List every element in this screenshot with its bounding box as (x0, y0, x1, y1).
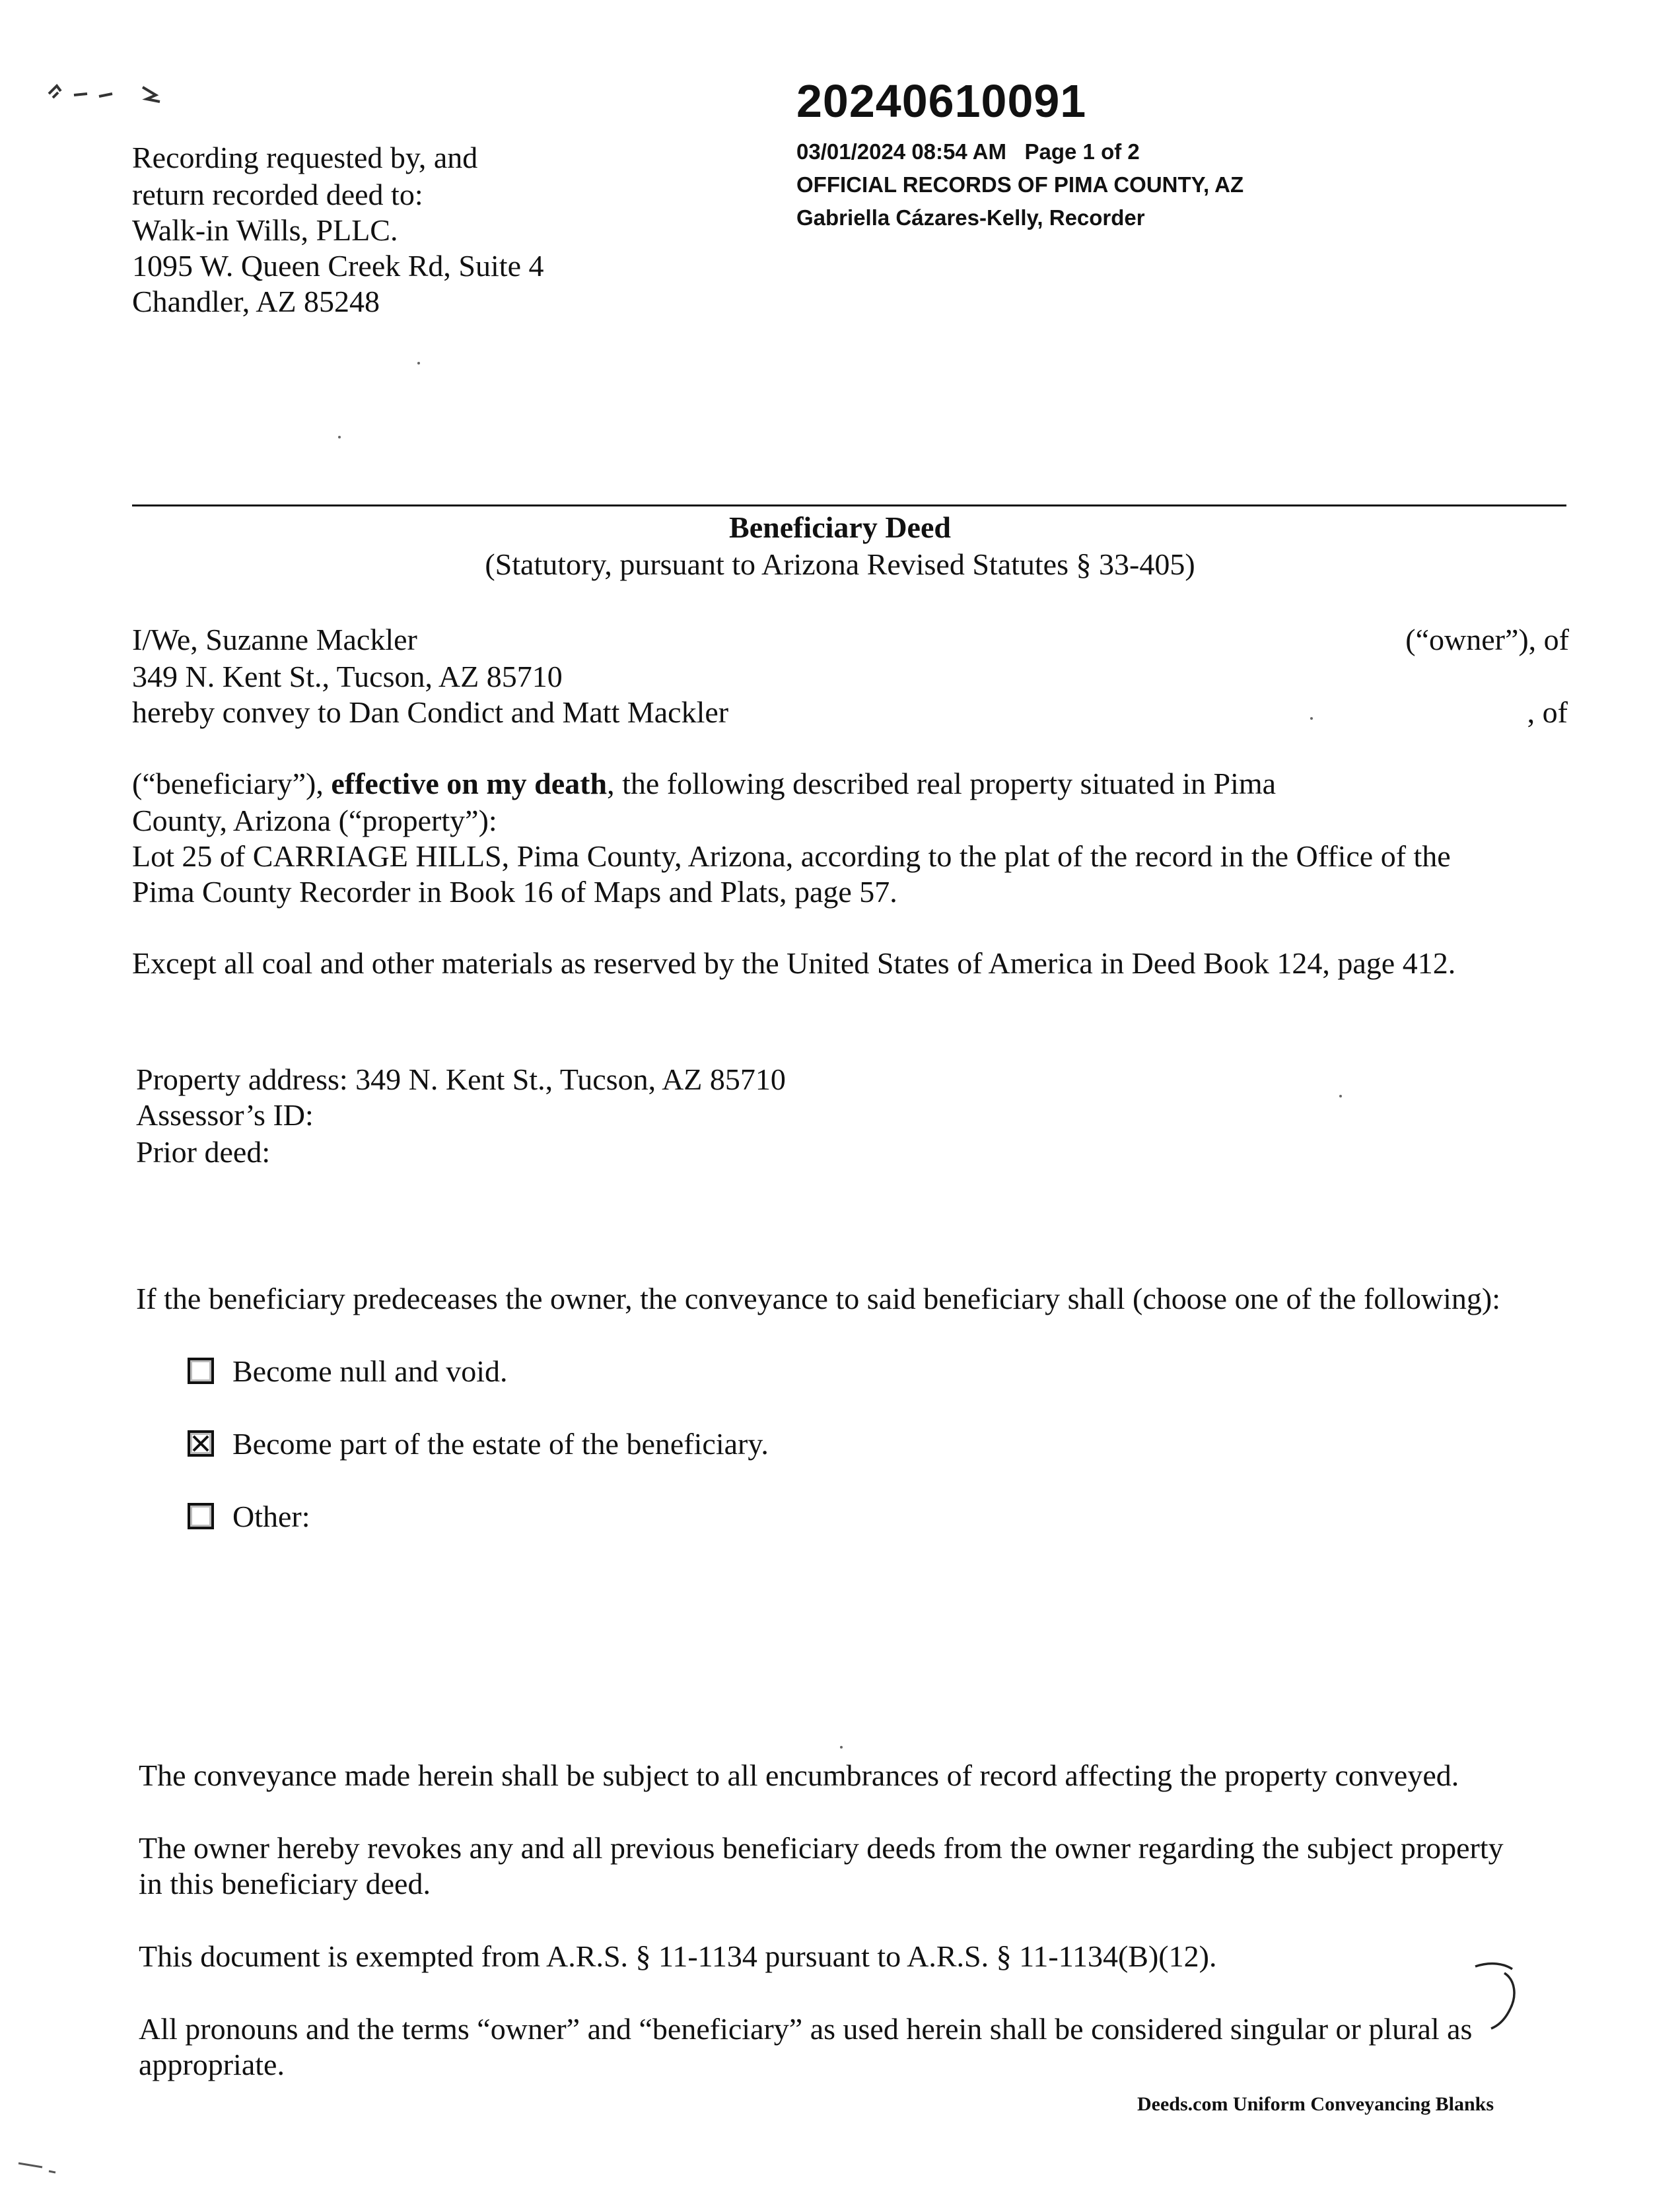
pronouns-clause-line-2: appropriate. (139, 2048, 285, 2081)
scan-speck (840, 1746, 843, 1749)
legal-description-line-2: Pima County Recorder in Book 16 of Maps and Plats, page 57. (132, 875, 897, 909)
handwritten-initial-mark (1471, 1957, 1524, 2040)
property-intro-line (132, 766, 1276, 802)
predecease-question: If the beneficiary predeceases the owner, the conveyance to said beneficiary shall (choose one of the following): (136, 1282, 1501, 1315)
document-subtitle: (Statutory, pursuant to Arizona Revised Statutes § 33-405) (485, 547, 1195, 581)
property-intro-suffix: , the following described real property situated in Pima (607, 767, 1277, 800)
revocation-clause-line-2: in this beneficiary deed. (139, 1867, 431, 1900)
return-line-5: Chandler, AZ 85248 (132, 285, 380, 318)
effective-on-death: effective on my death (331, 767, 608, 800)
property-county-line: County, Arizona (“property”): (132, 804, 497, 837)
pronouns-clause-line-1: All pronouns and the terms “owner” and “beneficiary” as used herein shall be considered singular or plural as (139, 2012, 1473, 2046)
scan-speck (338, 436, 341, 438)
footer-brand: Deeds.com Uniform Conveyancing Blanks (1137, 2093, 1494, 2115)
recording-office: OFFICIAL RECORDS OF PIMA COUNTY, AZ (796, 172, 1244, 197)
owner-address: 349 N. Kent St., Tucson, AZ 85710 (132, 660, 563, 693)
convey-suffix: , of (1527, 695, 1568, 729)
encumbrances-clause: The conveyance made herein shall be subject to all encumbrances of record affecting the property conveyed. (139, 1758, 1459, 1792)
option-other-checkbox[interactable] (188, 1503, 214, 1529)
recording-number: 20240610091 (796, 75, 1087, 127)
scan-mark-bottom (16, 2158, 75, 2181)
option-null-void-label: Become null and void. (232, 1354, 508, 1388)
assessor-id: Assessor’s ID: (136, 1098, 314, 1132)
option-null-void-checkbox[interactable] (188, 1358, 214, 1384)
document-title: Beneficiary Deed (729, 510, 951, 544)
option-other-label: Other: (232, 1500, 310, 1533)
exemption-clause: This document is exempted from A.R.S. § 11-1134 pursuant to A.R.S. § 11-1134(B)(12). (139, 1939, 1217, 1973)
recording-datetime-value: 03/01/2024 08:54 AM (796, 139, 1006, 164)
property-intro-prefix: (“beneficiary”), (132, 767, 332, 800)
option-estate-label: Become part of the estate of the beneficiary. (232, 1427, 769, 1461)
return-line-1: Recording requested by, and (132, 141, 478, 174)
return-line-4: 1095 W. Queen Creek Rd, Suite 4 (132, 249, 544, 283)
recording-page: Page 1 of 2 (1024, 139, 1140, 164)
owner-suffix: (“owner”), of (1405, 623, 1569, 656)
checked-x-icon (192, 1434, 210, 1453)
revocation-clause-line-1: The owner hereby revokes any and all previous beneficiary deeds from the owner regarding the subject property (139, 1831, 1504, 1865)
scan-mark (44, 74, 169, 110)
scan-speck (417, 362, 420, 364)
title-divider (132, 504, 1566, 506)
recorder-name: Gabriella Cázares-Kelly, Recorder (796, 205, 1145, 230)
legal-description-line-1: Lot 25 of CARRIAGE HILLS, Pima County, Arizona, according to the plat of the record in the Office of the (132, 839, 1451, 873)
recording-datetime (796, 135, 1140, 168)
prior-deed: Prior deed: (136, 1135, 271, 1169)
owner-line: I/We, Suzanne Mackler (132, 623, 417, 656)
return-line-3: Walk-in Wills, PLLC. (132, 213, 398, 247)
return-line-2: return recorded deed to: (132, 178, 423, 211)
option-estate-checkbox[interactable] (188, 1430, 214, 1457)
scan-speck (1339, 1095, 1342, 1097)
scan-speck (1310, 717, 1313, 720)
mineral-exception: Except all coal and other materials as reserved by the United States of America in Deed Book 124, page 412. (132, 946, 1456, 980)
property-address: Property address: 349 N. Kent St., Tucson, AZ 85710 (136, 1062, 786, 1096)
convey-line: hereby convey to Dan Condict and Matt Mackler (132, 695, 729, 729)
